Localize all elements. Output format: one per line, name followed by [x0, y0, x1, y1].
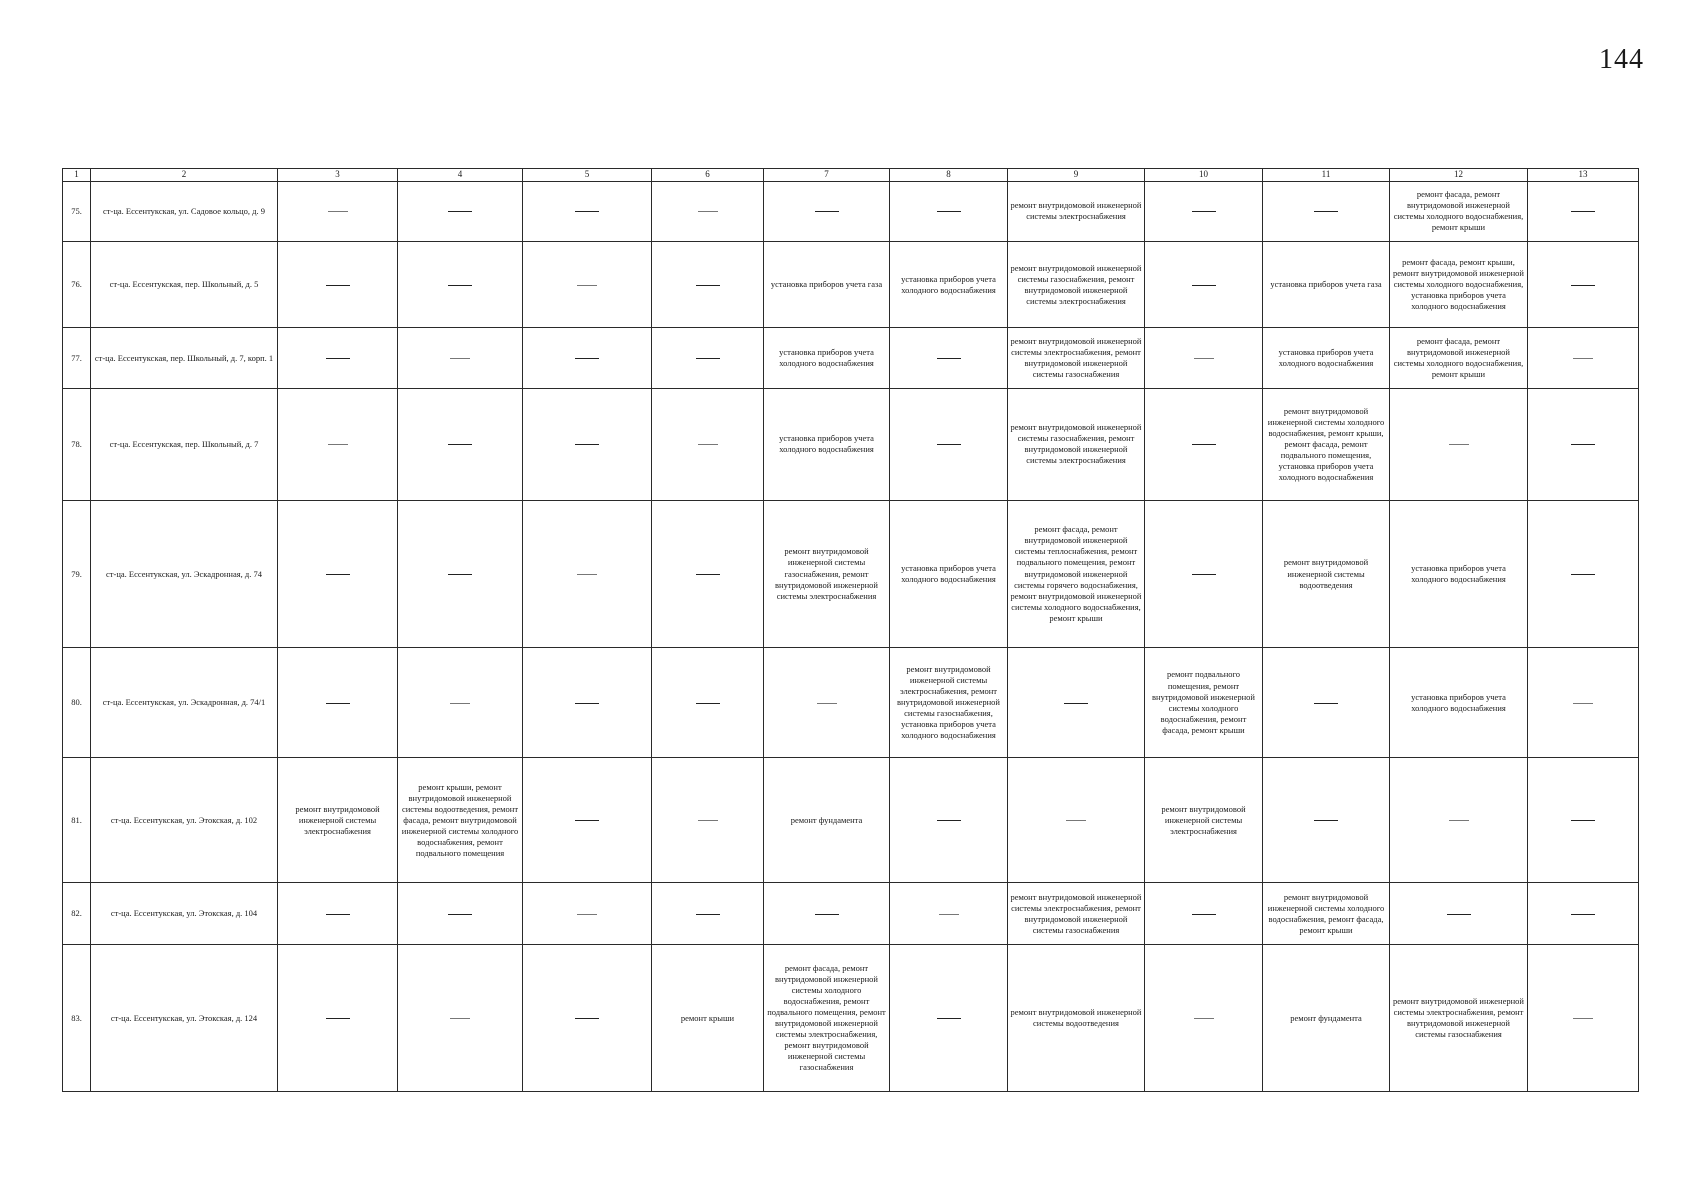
row-number: 76.: [63, 242, 91, 328]
dash-mark: [1573, 358, 1593, 359]
column-number: 6: [652, 169, 764, 182]
dash-mark: [696, 285, 720, 286]
dash-mark: [1192, 444, 1216, 445]
empty-cell-dash: [1008, 758, 1145, 883]
column-number: 1: [63, 169, 91, 182]
work-cell: ремонт фасада, ремонт внутридомовой инженерной системы холодного водоснабжения, ремонт подвального помещения, ремонт внутридомовой инженерной системы электроснабжения, ремонт внутридомовой инженерной системы газоснабжения: [764, 945, 890, 1092]
dash-mark: [698, 820, 718, 821]
table-row: [63, 882, 1639, 944]
row-number: 82.: [63, 882, 91, 944]
work-cell: ремонт внутридомовой инженерной системы газоснабжения, ремонт внутридомовой инженерной системы электроснабжения: [1008, 242, 1145, 328]
address-cell: ст-ца. Ессентукская, ул. Этокская, д. 124: [91, 945, 278, 1092]
work-cell: ремонт фундамента: [1263, 945, 1390, 1092]
table-body: [63, 169, 1639, 1092]
row-number: 80.: [63, 647, 91, 758]
dash-mark: [450, 1018, 470, 1019]
empty-cell-dash: [278, 882, 398, 944]
empty-cell-dash: [890, 882, 1008, 944]
empty-cell-dash: [1145, 242, 1263, 328]
work-cell: ремонт внутридомовой инженерной системы газоснабжения, ремонт внутридомовой инженерной системы электроснабжения: [1008, 388, 1145, 501]
empty-cell-dash: [1390, 882, 1528, 944]
dash-mark: [448, 914, 472, 915]
column-number: 4: [398, 169, 523, 182]
dash-mark: [1573, 703, 1593, 704]
dash-mark: [1449, 820, 1469, 821]
dash-mark: [326, 285, 350, 286]
empty-cell-dash: [764, 882, 890, 944]
work-cell: установка приборов учета холодного водоснабжения: [890, 242, 1008, 328]
empty-cell-dash: [1145, 882, 1263, 944]
dash-mark: [577, 574, 597, 575]
dash-mark: [1571, 285, 1595, 286]
empty-cell-dash: [278, 328, 398, 388]
dash-mark: [1066, 820, 1086, 821]
dash-mark: [937, 444, 961, 445]
empty-cell-dash: [1145, 181, 1263, 241]
work-cell: ремонт внутридомовой инженерной системы холодного водоснабжения, ремонт фасада, ремонт крыши: [1263, 882, 1390, 944]
empty-cell-dash: [890, 328, 1008, 388]
address-cell: ст-ца. Ессентукская, ул. Этокская, д. 104: [91, 882, 278, 944]
empty-cell-dash: [652, 328, 764, 388]
table-row: [63, 328, 1639, 388]
dash-mark: [575, 820, 599, 821]
work-cell: ремонт внутридомовой инженерной системы электроснабжения, ремонт внутридомовой инженерной системы газоснабжения: [1008, 328, 1145, 388]
dash-mark: [817, 703, 837, 704]
work-cell: ремонт внутридомовой инженерной системы электроснабжения, ремонт внутридомовой инженерной системы газоснабжения: [1008, 882, 1145, 944]
empty-cell-dash: [652, 181, 764, 241]
dash-mark: [937, 820, 961, 821]
empty-cell-dash: [523, 945, 652, 1092]
dash-mark: [1571, 444, 1595, 445]
work-cell: ремонт подвального помещения, ремонт внутридомовой инженерной системы холодного водоснабжения, ремонт фасада, ремонт крыши: [1145, 647, 1263, 758]
column-number: 2: [91, 169, 278, 182]
empty-cell-dash: [523, 242, 652, 328]
column-number: 11: [1263, 169, 1390, 182]
empty-cell-dash: [764, 647, 890, 758]
work-cell: ремонт внутридомовой инженерной системы электроснабжения, ремонт внутридомовой инженерной системы газоснабжения, установка приборов учета холодного водоснабжения: [890, 647, 1008, 758]
table-row: [63, 388, 1639, 501]
dash-mark: [326, 914, 350, 915]
work-cell: ремонт внутридомовой инженерной системы электроснабжения: [1008, 181, 1145, 241]
dash-mark: [937, 1018, 961, 1019]
address-cell: ст-ца. Ессентукская, ул. Этокская, д. 102: [91, 758, 278, 883]
empty-cell-dash: [398, 501, 523, 648]
dash-mark: [450, 703, 470, 704]
dash-mark: [1573, 1018, 1593, 1019]
empty-cell-dash: [523, 647, 652, 758]
row-number: 81.: [63, 758, 91, 883]
dash-mark: [1192, 285, 1216, 286]
empty-cell-dash: [1528, 945, 1639, 1092]
dash-mark: [1192, 574, 1216, 575]
address-cell: ст-ца. Ессентукская, ул. Эскадронная, д. 74: [91, 501, 278, 648]
empty-cell-dash: [1528, 388, 1639, 501]
dash-mark: [575, 703, 599, 704]
dash-mark: [1314, 703, 1338, 704]
empty-cell-dash: [890, 758, 1008, 883]
address-cell: ст-ца. Ессентукская, пер. Школьный, д. 5: [91, 242, 278, 328]
dash-mark: [696, 358, 720, 359]
column-number-row: [63, 169, 1639, 182]
work-cell: установка приборов учета холодного водоснабжения: [1390, 501, 1528, 648]
empty-cell-dash: [278, 647, 398, 758]
column-number: 8: [890, 169, 1008, 182]
column-number: 7: [764, 169, 890, 182]
work-cell: ремонт внутридомовой инженерной системы водоотведения: [1008, 945, 1145, 1092]
dash-mark: [1192, 914, 1216, 915]
column-number: 10: [1145, 169, 1263, 182]
dash-mark: [1064, 703, 1088, 704]
work-cell: ремонт внутридомовой инженерной системы холодного водоснабжения, ремонт крыши, ремонт фасада, ремонт подвального помещения, установка приборов учета холодного водоснабжения: [1263, 388, 1390, 501]
work-cell: установка приборов учета холодного водоснабжения: [764, 328, 890, 388]
work-cell: ремонт внутридомовой инженерной системы электроснабжения, ремонт внутридомовой инженерной системы газоснабжения: [1390, 945, 1528, 1092]
empty-cell-dash: [523, 501, 652, 648]
row-number: 83.: [63, 945, 91, 1092]
table-row: [63, 758, 1639, 883]
dash-mark: [577, 914, 597, 915]
work-cell: ремонт фасада, ремонт крыши, ремонт внутридомовой инженерной системы холодного водоснабжения, установка приборов учета холодного водоснабжения: [1390, 242, 1528, 328]
dash-mark: [696, 703, 720, 704]
empty-cell-dash: [1528, 501, 1639, 648]
dash-mark: [939, 914, 959, 915]
empty-cell-dash: [652, 882, 764, 944]
empty-cell-dash: [1145, 388, 1263, 501]
empty-cell-dash: [1390, 388, 1528, 501]
repair-schedule-table: [62, 168, 1639, 1092]
empty-cell-dash: [1528, 882, 1639, 944]
empty-cell-dash: [278, 181, 398, 241]
empty-cell-dash: [1145, 945, 1263, 1092]
page-number: 144: [1599, 44, 1644, 75]
dash-mark: [448, 444, 472, 445]
work-cell: ремонт внутридомовой инженерной системы электроснабжения: [278, 758, 398, 883]
dash-mark: [1571, 574, 1595, 575]
empty-cell-dash: [523, 882, 652, 944]
empty-cell-dash: [1008, 647, 1145, 758]
work-cell: ремонт фасада, ремонт внутридомовой инженерной системы теплоснабжения, ремонт подвального помещения, ремонт внутридомовой инженерной системы горячего водоснабжения, ремонт внутридомовой инженерной системы холодного водоснабжения, ремонт крыши: [1008, 501, 1145, 648]
empty-cell-dash: [523, 181, 652, 241]
empty-cell-dash: [1528, 181, 1639, 241]
dash-mark: [575, 211, 599, 212]
dash-mark: [328, 444, 348, 445]
empty-cell-dash: [890, 388, 1008, 501]
empty-cell-dash: [1145, 328, 1263, 388]
empty-cell-dash: [278, 945, 398, 1092]
dash-mark: [577, 285, 597, 286]
empty-cell-dash: [1528, 328, 1639, 388]
empty-cell-dash: [890, 181, 1008, 241]
empty-cell-dash: [652, 501, 764, 648]
dash-mark: [326, 574, 350, 575]
empty-cell-dash: [1528, 758, 1639, 883]
dash-mark: [326, 1018, 350, 1019]
empty-cell-dash: [278, 388, 398, 501]
work-cell: ремонт фасада, ремонт внутридомовой инженерной системы холодного водоснабжения, ремонт крыши: [1390, 328, 1528, 388]
dash-mark: [937, 211, 961, 212]
dash-mark: [1571, 211, 1595, 212]
column-number: 5: [523, 169, 652, 182]
column-number: 3: [278, 169, 398, 182]
address-cell: ст-ца. Ессентукская, пер. Школьный, д. 7: [91, 388, 278, 501]
dash-mark: [1571, 820, 1595, 821]
empty-cell-dash: [523, 758, 652, 883]
work-cell: ремонт внутридомовой инженерной системы электроснабжения: [1145, 758, 1263, 883]
table-row: [63, 242, 1639, 328]
dash-mark: [575, 358, 599, 359]
dash-mark: [328, 211, 348, 212]
empty-cell-dash: [278, 501, 398, 648]
empty-cell-dash: [398, 328, 523, 388]
work-cell: установка приборов учета холодного водоснабжения: [764, 388, 890, 501]
dash-mark: [1194, 1018, 1214, 1019]
dash-mark: [815, 914, 839, 915]
empty-cell-dash: [1528, 647, 1639, 758]
dash-mark: [575, 1018, 599, 1019]
dash-mark: [448, 285, 472, 286]
dash-mark: [450, 358, 470, 359]
column-number: 9: [1008, 169, 1145, 182]
dash-mark: [1449, 444, 1469, 445]
address-cell: ст-ца. Ессентукская, пер. Школьный, д. 7, корп. 1: [91, 328, 278, 388]
table-row: [63, 181, 1639, 241]
empty-cell-dash: [652, 647, 764, 758]
empty-cell-dash: [1528, 242, 1639, 328]
work-cell: ремонт внутридомовой инженерной системы водоотведения: [1263, 501, 1390, 648]
empty-cell-dash: [278, 242, 398, 328]
empty-cell-dash: [398, 388, 523, 501]
empty-cell-dash: [1263, 181, 1390, 241]
work-cell: установка приборов учета газа: [764, 242, 890, 328]
dash-mark: [1447, 914, 1471, 915]
table-row: [63, 647, 1639, 758]
empty-cell-dash: [1145, 501, 1263, 648]
empty-cell-dash: [398, 647, 523, 758]
empty-cell-dash: [652, 758, 764, 883]
dash-mark: [696, 914, 720, 915]
work-cell: ремонт внутридомовой инженерной системы газоснабжения, ремонт внутридомовой инженерной системы электроснабжения: [764, 501, 890, 648]
dash-mark: [575, 444, 599, 445]
dash-mark: [1314, 211, 1338, 212]
dash-mark: [1571, 914, 1595, 915]
address-cell: ст-ца. Ессентукская, ул. Садовое кольцо, д. 9: [91, 181, 278, 241]
dash-mark: [698, 444, 718, 445]
empty-cell-dash: [523, 328, 652, 388]
dash-mark: [1192, 211, 1216, 212]
work-cell: ремонт фасада, ремонт внутридомовой инженерной системы холодного водоснабжения, ремонт крыши: [1390, 181, 1528, 241]
row-number: 78.: [63, 388, 91, 501]
work-cell: установка приборов учета холодного водоснабжения: [890, 501, 1008, 648]
empty-cell-dash: [652, 388, 764, 501]
row-number: 77.: [63, 328, 91, 388]
dash-mark: [448, 211, 472, 212]
empty-cell-dash: [1263, 758, 1390, 883]
work-cell: ремонт крыши: [652, 945, 764, 1092]
address-cell: ст-ца. Ессентукская, ул. Эскадронная, д. 74/1: [91, 647, 278, 758]
dash-mark: [1194, 358, 1214, 359]
dash-mark: [698, 211, 718, 212]
work-cell: установка приборов учета холодного водоснабжения: [1390, 647, 1528, 758]
empty-cell-dash: [398, 242, 523, 328]
work-cell: ремонт фундамента: [764, 758, 890, 883]
dash-mark: [326, 358, 350, 359]
empty-cell-dash: [398, 945, 523, 1092]
dash-mark: [815, 211, 839, 212]
row-number: 79.: [63, 501, 91, 648]
dash-mark: [937, 358, 961, 359]
empty-cell-dash: [398, 181, 523, 241]
work-cell: установка приборов учета газа: [1263, 242, 1390, 328]
dash-mark: [696, 574, 720, 575]
empty-cell-dash: [523, 388, 652, 501]
dash-mark: [326, 703, 350, 704]
empty-cell-dash: [652, 242, 764, 328]
empty-cell-dash: [1390, 758, 1528, 883]
column-number: 13: [1528, 169, 1639, 182]
empty-cell-dash: [890, 945, 1008, 1092]
work-cell: установка приборов учета холодного водоснабжения: [1263, 328, 1390, 388]
work-cell: ремонт крыши, ремонт внутридомовой инженерной системы водоотведения, ремонт фасада, ремонт внутридомовой инженерной системы холодного водоснабжения, ремонт подвального помещения: [398, 758, 523, 883]
column-number: 12: [1390, 169, 1528, 182]
table-row: [63, 501, 1639, 648]
empty-cell-dash: [1263, 647, 1390, 758]
row-number: 75.: [63, 181, 91, 241]
dash-mark: [448, 574, 472, 575]
dash-mark: [1314, 820, 1338, 821]
empty-cell-dash: [764, 181, 890, 241]
empty-cell-dash: [398, 882, 523, 944]
table-row: [63, 945, 1639, 1092]
